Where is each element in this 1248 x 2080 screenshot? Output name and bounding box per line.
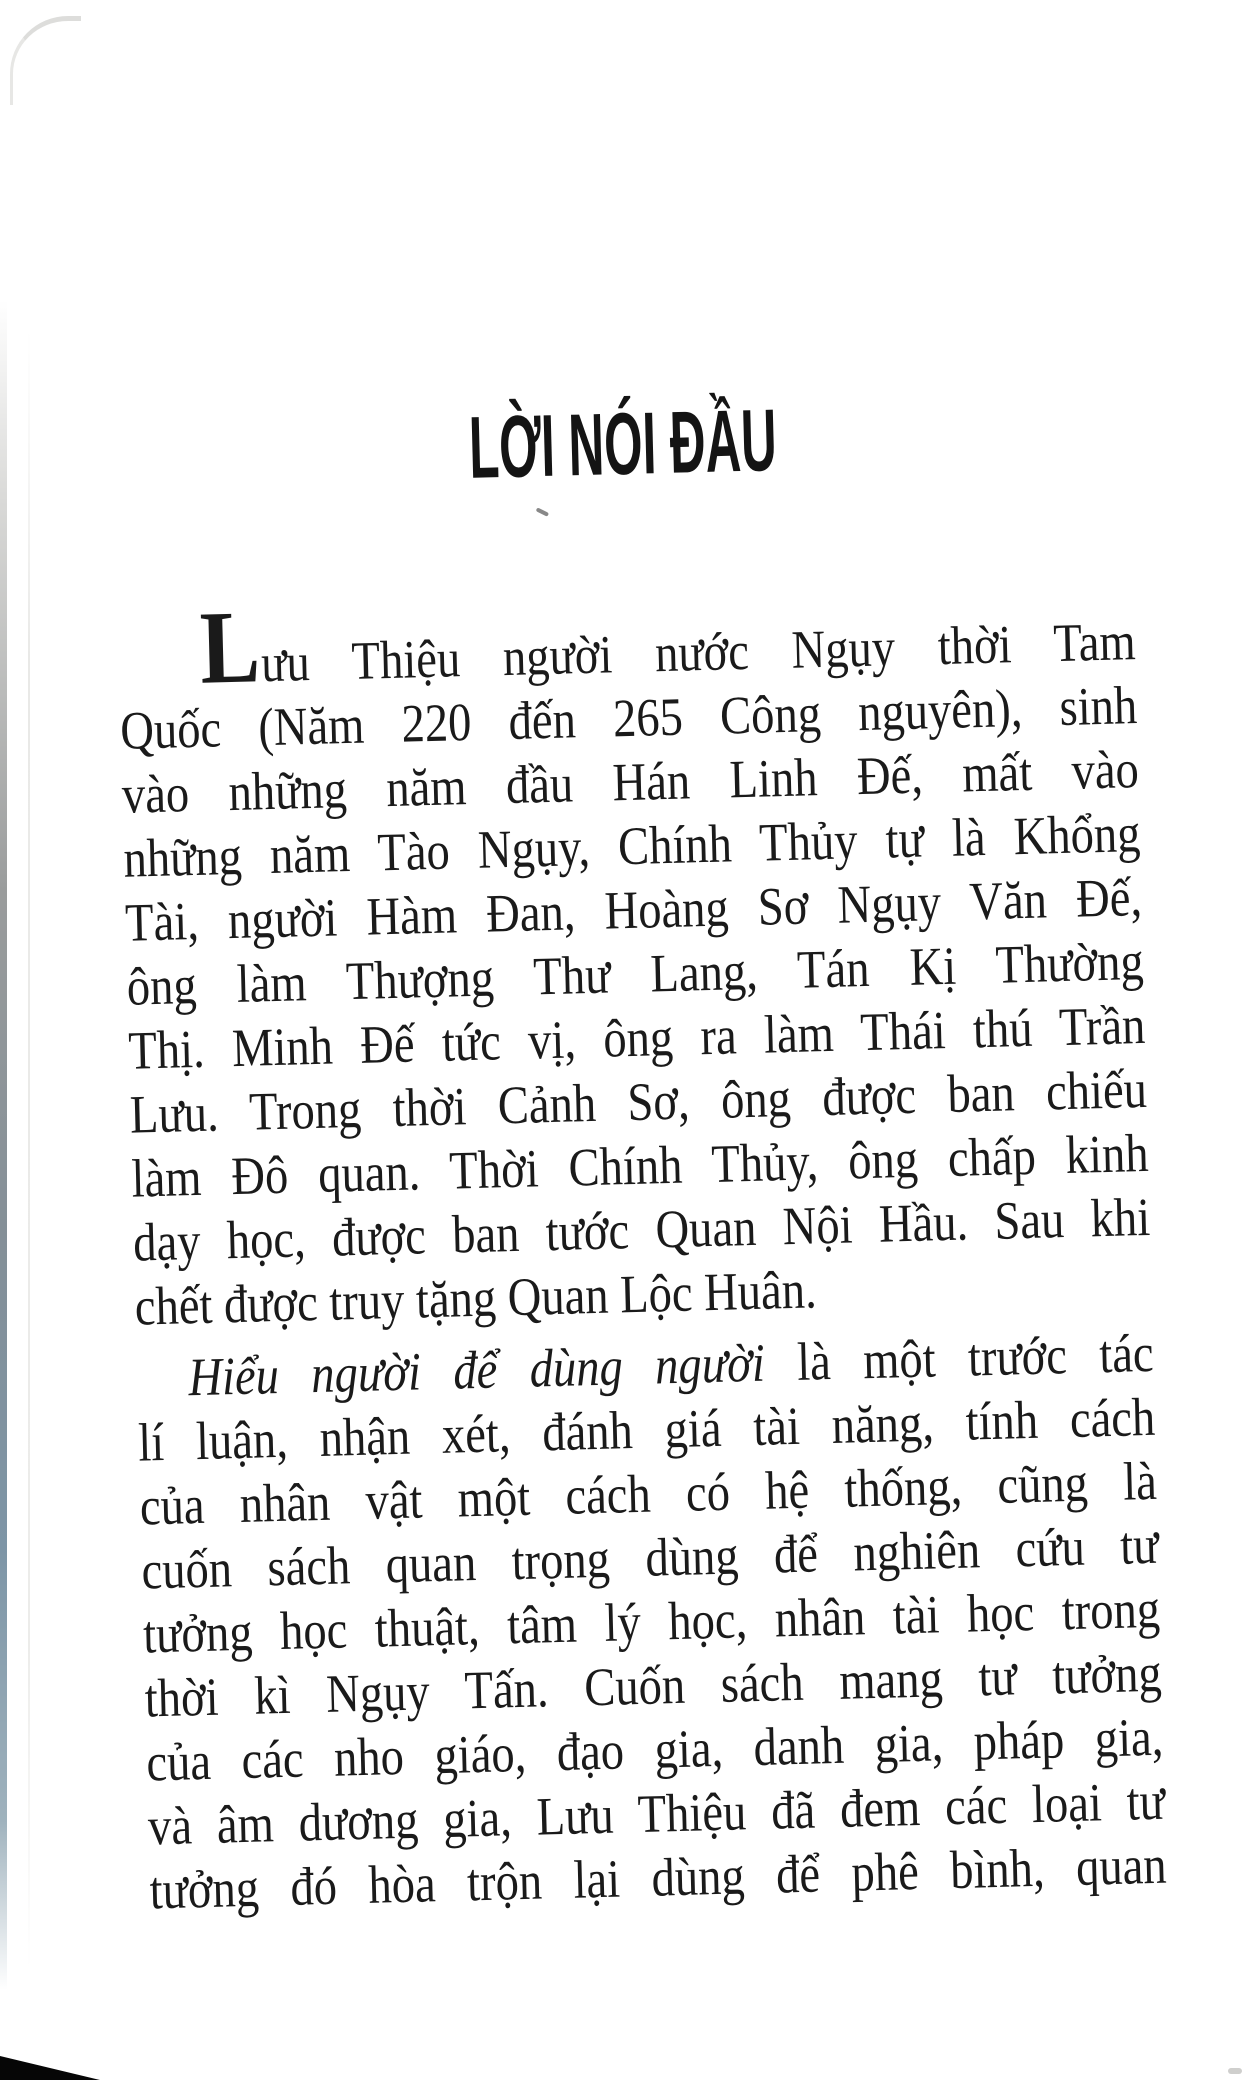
text-line: tưởng học thuật, tâm lý học, nhân tài học trong <box>142 1578 1161 1665</box>
scan-smudge-bottom-right <box>1228 2068 1242 2074</box>
scan-corner-artifact <box>0 2056 100 2080</box>
page-edge-shadow <box>0 300 7 1990</box>
paragraph-book-description <box>136 1321 1167 1923</box>
paragraph-biography <box>118 589 1153 1339</box>
text-line: Tài, người Hàm Đan, Hoàng Sơ Ngụy Văn Đế, <box>124 867 1143 953</box>
text-line: ông làm Thượng Thư Lang, Tán Kị Thường <box>125 930 1145 1017</box>
text-line: và âm dương gia, Lưu Thiệu đã đem các loại tư <box>147 1770 1166 1857</box>
text-line-content: là một trước tác <box>796 1322 1155 1392</box>
dropcap-initial: L <box>198 589 263 706</box>
ink-smudge <box>536 507 549 516</box>
text-line: của nhân vật một cách có hệ thống, cũng là <box>139 1450 1158 1537</box>
page-curl-mark <box>10 16 81 105</box>
text-line: Lưu. Trong thời Cảnh Sơ, ông được ban chiếu <box>129 1058 1148 1145</box>
text-line: lí luận, nhận xét, đánh giá tài năng, tính cách <box>137 1386 1156 1473</box>
text-line: Thị. Minh Đế tức vị, ông ra làm Thái thú Trần <box>127 994 1146 1081</box>
book-title-italic: Hiểu người để dùng người <box>187 1332 766 1408</box>
page-title: LỜI NÓI ĐẦU <box>468 390 779 497</box>
text-line: vào những năm đầu Hán Linh Đế, mất vào <box>121 739 1140 825</box>
text-line: Quốc (Năm 220 đến 265 Công nguyên), sinh <box>119 675 1138 761</box>
text-line: làm Đô quan. Thời Chính Thủy, ông chấp kinh <box>130 1122 1150 1209</box>
text-line-content: ưu Thiệu người nước Ngụy thời Tam <box>260 611 1137 694</box>
text-line: chết được truy tặng Quan Lộc Huân. <box>134 1259 818 1337</box>
binding-crease-line <box>28 330 30 1970</box>
text-line: của các nho giáo, đạo gia, danh gia, pháp gia, <box>145 1706 1164 1793</box>
text-line: những năm Tào Ngụy, Chính Thủy tự là Khổng <box>122 803 1142 889</box>
text-line: tưởng đó hòa trộn lại dùng để phê bình, quan <box>148 1834 1168 1921</box>
text-line: cuốn sách quan trọng dùng để nghiên cứu tư <box>140 1514 1160 1601</box>
text-line: thời kì Ngụy Tấn. Cuốn sách mang tư tưởng <box>143 1642 1163 1729</box>
text-line: dạy học, được ban tước Quan Nội Hầu. Sau khi <box>132 1186 1151 1273</box>
page-content <box>112 385 1170 1922</box>
